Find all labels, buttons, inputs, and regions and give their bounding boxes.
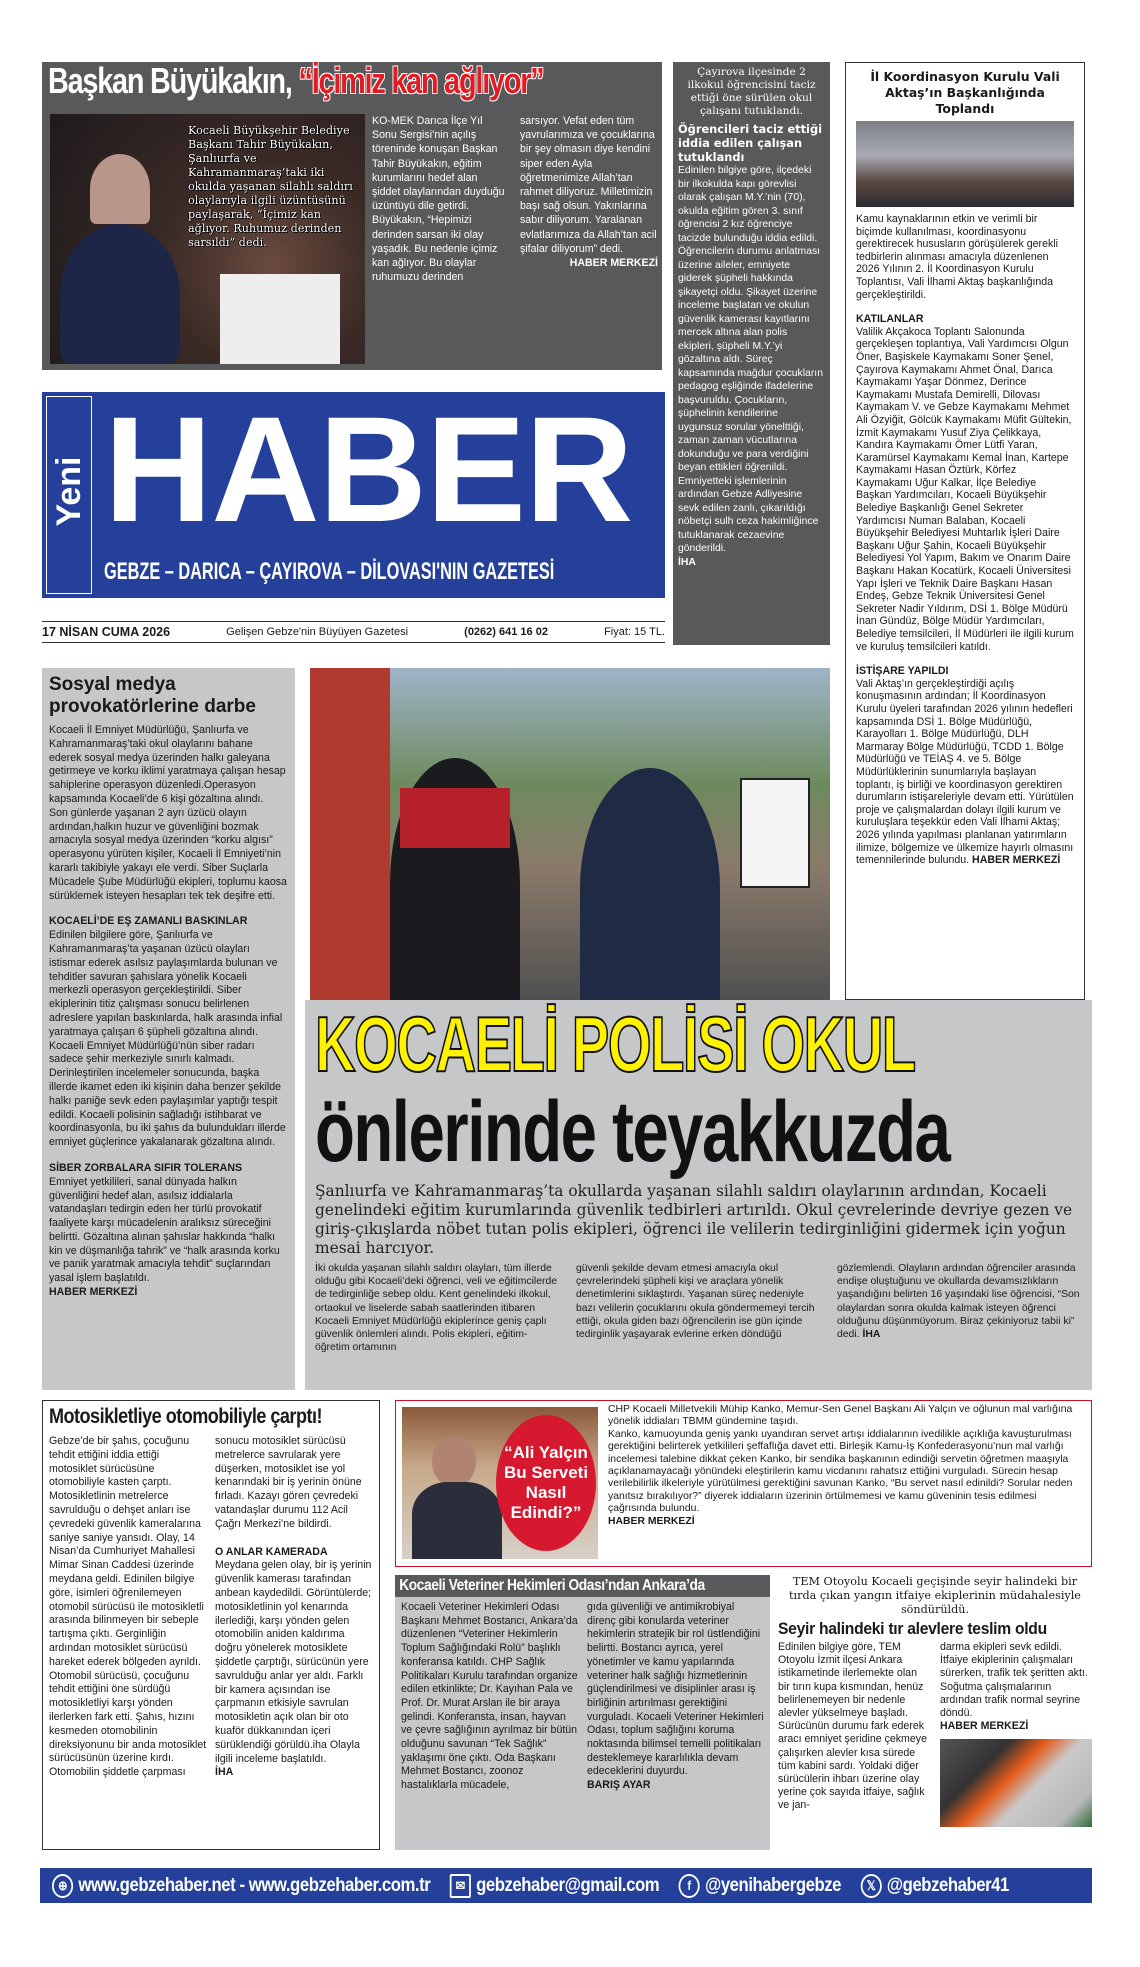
headline: Öğrencileri taciz ettiği iddia edilen çalışan tutuklandı [678,122,823,164]
x-icon: 𝕏 [860,1874,881,1898]
article-text: Emniyet yetkilileri, sanal dünyada halkın güvenliğini hedef alan, asılsız iddialarla vatandaşları tedirgin eden her türlü provokatif faaliyete karşı mücadelenin aralıksız süreceğini belirtti. Gözaltına alınan şahıslar hakkında “halkı kin ve düşmanlığa tahrik” ve “halk arasında korku ve panik yaratmak amacıyla tehdit” suçlarından yasal işlem başlatıldı. [49,1175,280,1285]
cayirova-story [673,62,830,645]
tir-story [778,1575,1092,1860]
masthead-prefix: Yeni [50,456,88,527]
byline: İHA [678,556,696,568]
subheading: SİBER ZORBALARA SIFIR TOLERANS [49,1161,243,1174]
koordinasyon-story [845,62,1085,1000]
subheading: İSTİŞARE YAPILDI [856,665,949,678]
phone: (0262) 641 16 02 [464,626,548,638]
footer [40,1868,1092,1903]
byline: BARIŞ AYAR [587,1779,651,1792]
article-text: İki okulda yaşanan silahlı saldırı olayları, tüm illerde olduğu gibi Kocaeli’deki öğrenci, veli ve eğitimcilerde de tedirginliğe sebep oldu. Kent genelindeki ilkokul, ortaokul ve liselerde sabah saatlerinden itibaren Kocaeli Emniyet Müdürlüğü ekiplerince geniş çaplı güvenlik önlemleri alındı. Polis ekipleri, eğitim-öğretim ortamının [315,1263,558,1354]
article-text: Kocaeli Veteriner Hekimleri Odası Başkanı Mehmet Bostancı, Ankara’da düzenlenen “Veteriner Hekimlerin Toplum Sağlığındaki Rolü” başlıklı konferansa katıldı. CHP Sağlık Politikaları Kurulu tarafından organize edilen etkinlikte; Dr. Kayıhan Pala ve Prof. Dr. Murat Arslan ile bir araya gelindi. Konferansta, insan, hayvan ve çevre sağlığının ayrılmaz bir bütün olduğunu savunan “Tek Sağlık” yaklaşımı öne çıktı. Oda Başkanı Mehmet Bostancı, zoonoz hastalıklarla mücadele, [401,1601,578,1792]
subheading: KATILANLAR [856,313,924,326]
photo-caption: Kocaeli Büyükşehir Belediye Başkanı Tahir Büyükakın, Şanlıurfa ve Kahramanmaraş’taki iki okulda yaşanan silahlı saldırı olaylarıyla ilgili üzüntüsünü paylaşarak, “İçimiz kan ağlıyor. Ruhumuz derinden sarsıldı” dedi. [188,124,353,249]
headline: Seyir halindeki tır alevlere teslim oldu [778,1619,1047,1638]
article-text: Edinilen bilgilere göre, Şanlıurfa ve Kahramanmaraş’ta yaşanan üzücü olayları istismar ederek asılsız paylaşımlarda bulunan ve tehditler savuran şahıslara yönelik Kocaeli merkezli operasyon gerçekleştirildi. Siber ekiplerinin titiz çalışması sonucu belirlenen adreslere yapılan baskınlarda, halk arasında infial yaratmaya çalışan 6 şüpheli gözaltına alındı. Kocaeli Emniyet Müdürlüğü’nün siber radarı sadece şehir merkeziyle sınırlı kalmadı. Derinleştirilen incelemeler sonucunda, başka illerde ikamet eden iki kişinin daha benzer şekilde halkı paniğe sevk eden paylaşımlar yaptığı tespit edildi. Kocaeli polisinin sağladığı istihbarat ve koordinasyonla, bu iki şahıs da bulundukları illerde emniyet güçlerince yakalanarak gözaltına alındı. [49,929,286,1149]
top-story [42,62,662,370]
truck-fire-photo [940,1739,1092,1827]
article-text: Vali Aktaş’ın gerçekleştirdiği açılış konuşmasının ardından; İl Koordinasyon Kurulu üyeleri tarafından 2026 yılının hedefleri kapsamında DSİ 1. Bölge Müdürlüğü, Karayolları 1. Bölge Müdürlüğü, DLH Marmaray Bölge Müdürlüğü, TCDD 1. Bölge Müdürlüğü ve TEİAŞ 4. ve 5. Bölge Müdürlüklerinin sunumlarıyla başlayan toplantı, iş birliği ve koordinasyon gerektiren durumların istişareleriyle devam etti. Yürütülen proje ve çalışmalardan dolayı ilgili kurum ve kuruluşlara teşekkür eden Vali İlhami Aktaş; 2026 yılında yapılması planlanan yatırımların ilimize, bölgemize ve ülkemize hayırlı olmasını temennilerinde bulundu. HABER MERKEZİ [856,677,1074,867]
article-text: Valilik Akçakoca Toplantı Salonunda gerçekleşen toplantıya, Vali Yardımcısı Olgun Öner, Başiskele Kaymakamı Soner Şenel, Çayırova Kaymakamı Ahmet Önal, Darıca Kaymakamı Yaşar Dönmez, Derince Kaymakamı Mustafa Demirelli, Dilovası Kaymakam V. ve Gebze Kaymakamı Mehmet Ali Özyiğit, Gölcük Kaymakamı Müfit Gültekin, İzmit Kaymakamı Yusuf Ziya Çelikkaya, Kandıra Kaymakamı Ömer Lütfi Yaran, Karamürsel Kaymakamı Kemal İnan, Kartepe Kaymakamı Hasan Öztürk, Körfez Kaymakamı Uğur Kalkar, İlçe Belediye Başkan Yardımcıları, Kocaeli Büyükşehir Belediye Başkanlığı Genel Sekreter Yardımcısı Numan Balaban, Kocaeli Büyükşehir Belediyesi Muhtarlık İşleri Daire Başkanı Uğur Şahin, Kocaeli Büyükşehir Belediyesi Yol Yapım, Bakım ve Onarım Daire Başkanı Hakan Kocatürk, Kocaeli Üniversitesi Yapı İşleri ve Teknik Daire Başkanı Hasan Endeş, Gebze Teknik Üniversitesi Genel Sekreter Nadir Yıldırım, DSİ 1. Bölge Müdürü İnan Gündüz, Bölge Müdür Yardımcıları, Belediye temsilcileri, İl Müdürleri ile ilgili kurum ve kuruluş temsilcileri katıldı. [856,325,1074,653]
article-text: Kocaeli İl Emniyet Müdürlüğü, Şanlıurfa ve Kahramanmaraş’taki okul olaylarını bahane ederek sosyal medya üzerinden halkı galeyana getirmeye ve korku iklimi yaratmaya çalışan hesap sahiplerine operasyon düzenledi.Operasyon kapsamında Kocaeli’de 6 kişi gözaltına alındı. [49,724,286,805]
globe-icon: ⊕ [52,1874,73,1898]
mail-icon: ✉ [450,1874,471,1898]
facebook-link[interactable]: f @yenihabergebze [679,1874,841,1898]
facebook-icon: f [679,1874,700,1898]
lead: Şanlıurfa ve Kahramanmaraş’ta okullarda yaşanan silahlı saldırı olaylarının ardından, Kocaeli genelindeki eğitim kurumlarında güvenlik tedbirleri artırıldı. Okul çevrelerinde devriye gezen ve giriş-çıkışlarda nöbet tutan polis ekipleri, öğrenci ile velilerin tedirginliğini gidermek için yoğun mesai harcıyor. [315,1182,1073,1257]
slogan: Gelişen Gebze'nin Büyüyen Gazetesi [226,626,409,638]
lead-story [305,1000,1092,1390]
article-text: gıda güvenliği ve antimikrobiyal direnç gibi konularda veteriner hekimlerin stratejik bir rol üstlendiğini belirtti. Bostancı ayrıca, yerel yönetimler ve kamu yapılarında veteriner halk sağlığı hizmetlerinin güçlendirilmesi ve disiplinler arası iş birliğinin artırılması gerektiğini vurguladı. Kocaeli Veteriner Hekimleri Odası, toplum sağlığını koruma noktasında bilimsel temelli politikaları desteklemeye kararlılıkla devam edeceklerini duyurdu. [587,1601,764,1778]
dateline [42,621,665,643]
social-media-story [42,668,295,1390]
headline: Kocaeli Veteriner Hekimleri Odası’ndan Ankara’da [399,1577,705,1594]
headline-quote: “İçimiz kan ağlıyor” [298,60,544,101]
article-text: Emniyetteki işlemlerinin ardından Gebze Adliyesine sevk edilen zanlı, çıkarıldığı nöbetçi sulh ceza hakimliğince tutuklanarak cezaevine gönderildi. [678,475,819,554]
ali-yalcin-story [395,1400,1092,1567]
website-link[interactable]: ⊕ www.gebzehaber.net - www.gebzehaber.com.tr [52,1874,430,1898]
mp-photo [402,1407,598,1559]
moto-story [42,1400,380,1850]
veteriner-story [395,1575,770,1850]
article-text: Edinilen bilgiye göre, ilçedeki bir ilkokulda kapı görevlisi olarak çalışan M.Y.’nin (70), okulda eğitim gören 3. sınıf öğrencisi 2 kız öğrenciye tacizde bulunduğu iddia edildi. Öğrencilerin durumu anlatması üzerine aileler, emniyete giderek şüpheli hakkında şikayetçi oldu. Şikayet üzerine inceleme başlatan ve okulun güvenlik kamerası kayıtlarını mercek altına alan polis ekipleri, şüpheli M.Y.’yi gözaltına aldı. Süreç kapsamında mağdur çocukların pedagog eşliğinde ifadelerine başvuruldu. Çocukların, şüphelinin kendilerine uygunsuz sorular yönelttiği, zaman zaman vücutlarına dokunduğu ve para verdiğini beyan ettikleri öğrenildi. [678,165,823,473]
quote-badge: “Ali Yalçın Bu Serveti Nasıl Edindi?” [496,1415,596,1551]
email-link[interactable]: ✉ gebzehaber@gmail.com [450,1874,660,1898]
article-text: CHP Kocaeli Milletvekili Mühip Kanko, Memur-Sen Genel Başkanı Ali Yalçın ve oğlunun mal varlığına yönelik iddiaları TBMM gündemine taşıdı. [608,1404,1073,1428]
byline: HABER MERKEZİ [49,1286,138,1299]
lead: TEM Otoyolu Kocaeli geçişinde seyir halindeki bir tırda çıkan yangın itfaiye ekiplerinin müdahalesiyle söndürüldü. [789,1575,1081,1616]
price: Fiyat: 15 TL. [604,626,665,638]
headline: önlerinde teyakkuzda [315,1084,950,1180]
article-text: gözlemlendi. Olayların ardından öğrenciler arasında endişe oluştuğunu ve okullarda devamsızlıkların yaşandığını belirten 16 yaşındaki lise öğrencisi, “Son olaylardan sonra okulda kalmak isteyen öğrenci olduğunu düşünmüyorum. Biraz çekiniyoruz tabii ki” dedi. [837,1263,1080,1341]
masthead-title: HABER [104,392,633,553]
police-photo [310,668,830,1000]
article-text: Kanko, kamuoyunda geniş yankı uyandıran servet artışı iddialarının ivedilikle açıklığa kavuşturulması gerektiğini belirterek yetkilileri şeffaflığa davet etti. Birleşik Kamu-İş Konfederasyonu’nun mal varlığı incelemesi talebine dikkat çeken Kanko, bir sendika başkanının edindiği servetin öğretmen maaşıyla açıklanamayacağı yönündeki eleştirilerin kamu vicdanını rahatsız ettiğini vurguladı. Sürecin hesap verilebilirlik ilkeleriyle yürütülmesi gerektiğini savunan Kanko, “Bu servet nasıl edinildi? Sorular neden yanıtsız bırakılıyor?” diyerek iddiaların üzerinin örtülmemesi ve kamu güveninin tesis edilmesi çağrısında bulundu. [608,1428,1073,1515]
x-link[interactable]: 𝕏 @gebzehaber41 [860,1874,1009,1898]
article-text: darma ekipleri sevk edildi. İtfaiye ekiplerinin çalışmaları sürerken, trafik tek şeritten aktı. Soğutma çalışmalarının ardından trafik normal seyrine döndü. [940,1641,1088,1720]
headline: İl Koordinasyon Kurulu Vali Aktaş’ın Başkanlığında Toplandı [870,69,1060,116]
headline: Sosyal medya provokatörlerine darbe [49,674,256,717]
byline: HABER MERKEZİ [569,257,658,270]
article-text: KO-MEK Darıca İlçe Yıl Sonu Sergisi’nin açılış töreninde konuşan Başkan Tahir Büyükakın, eğitim kurumlarını hedef alan şiddet olaylarından duyduğu üzüntüyü dile getirdi. Büyükakın, “Hepimizi derinden sarsan iki olay yaşadık. Bu nedenle içimiz kan ağlıyor. Bu olaylar ruhumuzu derinden [372,115,505,284]
article-text: Gebze’de bir şahıs, çocuğunu tehdit ettiğini iddia ettiği motosiklet sürücüsüne otomobiliyle kasten çarptı. Motosikletlinin metrelerce savrulduğu o dehşet anları ise çevredeki güvenlik kameralarına saniye saniye yansıdı. Olay, 14 Nisan’da Cumhuriyet Mahallesi Mimar Sinan Caddesi üzerinde meydana geldi. Edinilen bilgiye göre, isimleri öğrenilemeyen otomobil sürücüsü ile motosikletli arasında bilinmeyen bir sebeple tartışma çıktı. Gerginliğin ardından motosiklet sürücüsü hareket ederek bölgeden ayrıldı. Otomobil sürücüsü, çocuğunu tehdit ettiğini öne sürdüğü motosikletliyi karşı yönden ilerlerken fark etti. Şahıs, hızını kesmeden otomobilinin direksiyonunu bir anda motosiklet sürücüsünün üzerine kırdı. Otomobilin şiddetle çarpması [49,1435,207,1779]
headline: Başkan Büyükakın, [48,60,292,101]
subheading: O ANLAR KAMERADA [215,1545,328,1558]
article-text: sarsıyor. Vefat eden tüm yavrularımıza ve çocuklarına bir şey olmasın diye kendini siper eden Ayla öğretmenimize Allah’tan rahmet diliyoruz. Milletimizin başı sağ olsun. Yakınlarına sabır diliyorum. Yaralanan evlatlarımıza da Allah’tan acil şifalar diliyorum” dedi. [520,115,657,255]
masthead [42,392,665,598]
headline: KOCAELİ POLİSİ OKUL [315,1000,915,1088]
byline: HABER MERKEZİ [608,1515,695,1527]
meeting-photo [856,121,1074,207]
article-text: Kamu kaynaklarının etkin ve verimli bir biçimde kullanılması, koordinasyonu gerektirecek hususların görüşülerek gerekli tedbirlerin alınması amacıyla düzenlenen 2026 Yılının 2. İl Koordinasyon Kurulu Toplantısı, Vali İlhami Aktaş başkanlığında gerçekleştirildi. [856,213,1058,301]
subheading: KOCAELİ’DE EŞ ZAMANLI BASKINLAR [49,915,248,928]
article-text: sonucu motosiklet sürücüsü metrelerce savrularak yere düşerken, motosiklet ise yol kenarındaki bir iş yerinin önüne fırladı. Kazayı gören çevredeki vatandaşlar durumu 112 Acil Çağrı Merkezi’ne bildirdi. [215,1435,362,1530]
lead: Çayırova ilçesinde 2 ilkokul öğrencisini taciz ettiği öne sürülen okul çalışanı tutuklandı. [687,66,816,117]
article-text: Son günlerde yaşanan 2 ayrı üzücü olayın ardından,halkın huzur ve güvenliğini bozmak amacıyla sosyal medya üzerinden “korku algısı” operasyonu yürüten kişiler, Kocaeli İl Emniyeti’nin kararlı takibiyle yakayı ele verdi. Siber Suçlarla Mücadele Şube Müdürlüğü ekipleri, toplumu kaosa sürüklemek isteyen hesapları tek tek deşifre etti. [49,806,287,902]
byline: HABER MERKEZİ [940,1720,1029,1733]
byline: HABER MERKEZİ [972,854,1061,867]
article-text: Edinilen bilgiye göre, TEM Otoyolu İzmit ilçesi Ankara istikametinde ilerlemekte olan bir tırın kupa kısmından, henüz belirlenemeyen bir nedenle alevler yükselmeye başladı. Sürücünün durumu fark ederek aracı emniyet şeridine çekmeye çalışırken alevler kısa sürede tüm kabini sardı. Yoldaki diğer sürücülerin ihbarı üzerine olay yerine çok sayıda itfaiye, sağlık ve jan- [778,1641,927,1812]
masthead-tagline: GEBZE – DARICA – ÇAYIROVA – DİLOVASI'NIN GAZETESİ [104,558,555,585]
byline: İHA [215,1766,234,1779]
article-text: Meydana gelen olay, bir iş yerinin güvenlik kamerası tarafından anbean kaydedildi. Görüntülerde; motosikletlinin yol kenarında ilerlediği, karşı yönden gelen otomobilin aniden kaldırıma doğru yönelerek motosiklete şiddetle çarptığı, sürücünün yere savrulduğu anlar yer aldı. Farklı bir kamera açısından ise çarpmanın etkisiyle savrulan motosikletin açık olan bir oto kuaför dükkanından içeri sürüklendiği görüldü.iha Olayla ilgili inceleme başlatıldı. [215,1559,372,1765]
byline: İHA [862,1329,881,1341]
article-text: güvenli şekilde devam etmesi amacıyla okul çevrelerindeki şüpheli kişi ve araçlara yönelik denetimlerini sıklaştırdı. Yaşanan süreç nedeniyle bazı velilerin çocuklarını okula göndermemeyi tercih ettiği, okula giden bazı öğrencilerin ise gün içinde tedirginlik yaşayarak evlerine erken döndüğü [576,1263,815,1341]
mayor-photo [50,114,365,364]
date: 17 NİSAN CUMA 2026 [42,625,171,639]
headline: Motosikletliye otomobiliyle çarptı! [49,1405,322,1428]
